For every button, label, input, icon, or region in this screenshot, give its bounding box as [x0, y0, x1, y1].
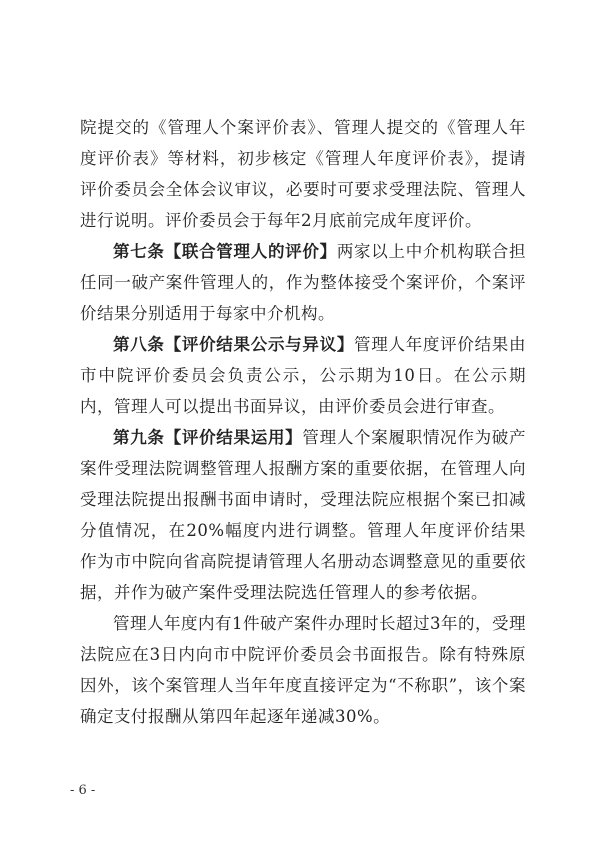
page-number: - 6 - [70, 783, 96, 798]
article-9-supplement-paragraph [80, 608, 526, 732]
article-9-supplement-text: 管理人年度内有1件破产案件办理时长超过3年的，受理法院应在3日内向市中院评价委员会书面报告。除有特殊原因外，该个案管理人当年年度直接评定为“不称职”，该个案确定支付报酬从第四年起逐年递减30%。 [80, 614, 526, 726]
article-8-paragraph [80, 329, 526, 422]
document-body [80, 112, 526, 732]
article-9-text: 管理人个案履职情况作为破产案件受理法院调整管理人报酬方案的重要依据，在管理人向受理法院提出报酬书面申请时，受理法院应根据个案已扣减分值情况，在20%幅度内进行调整。管理人年度评价结果作为市中院向省高院提请管理人名册动态调整意见的重要依据，并作为破产案件受理法院选任管理人的参考依据。 [80, 428, 527, 602]
article-7-text: 两家以上中介机构联合担任同一破产案件管理人的，作为整体接受个案评价，个案评价结果分别适用于每家中介机构。 [80, 242, 527, 323]
article-7-paragraph [80, 236, 526, 329]
article-7-heading: 第七条【联合管理人的评价】 [113, 242, 337, 261]
article-8-text: 管理人年度评价结果由市中院评价委员会负责公示，公示期为10日。在公示期内，管理人可以提出书面异议，由评价委员会进行审查。 [80, 335, 527, 416]
article-8-heading: 第八条【评价结果公示与异议】 [113, 335, 355, 354]
article-9-heading: 第九条【评价结果运用】 [113, 428, 303, 447]
paragraph-continuation [80, 112, 526, 236]
article-9-paragraph [80, 422, 526, 608]
paragraph-text: 院提交的《管理人个案评价表》、管理人提交的《管理人年度评价表》等材料，初步核定《管理人年度评价表》，提请评价委员会全体会议审议，必要时可要求受理法院、管理人进行说明。评价委员会于每年2月底前完成年度评价。 [80, 118, 526, 230]
